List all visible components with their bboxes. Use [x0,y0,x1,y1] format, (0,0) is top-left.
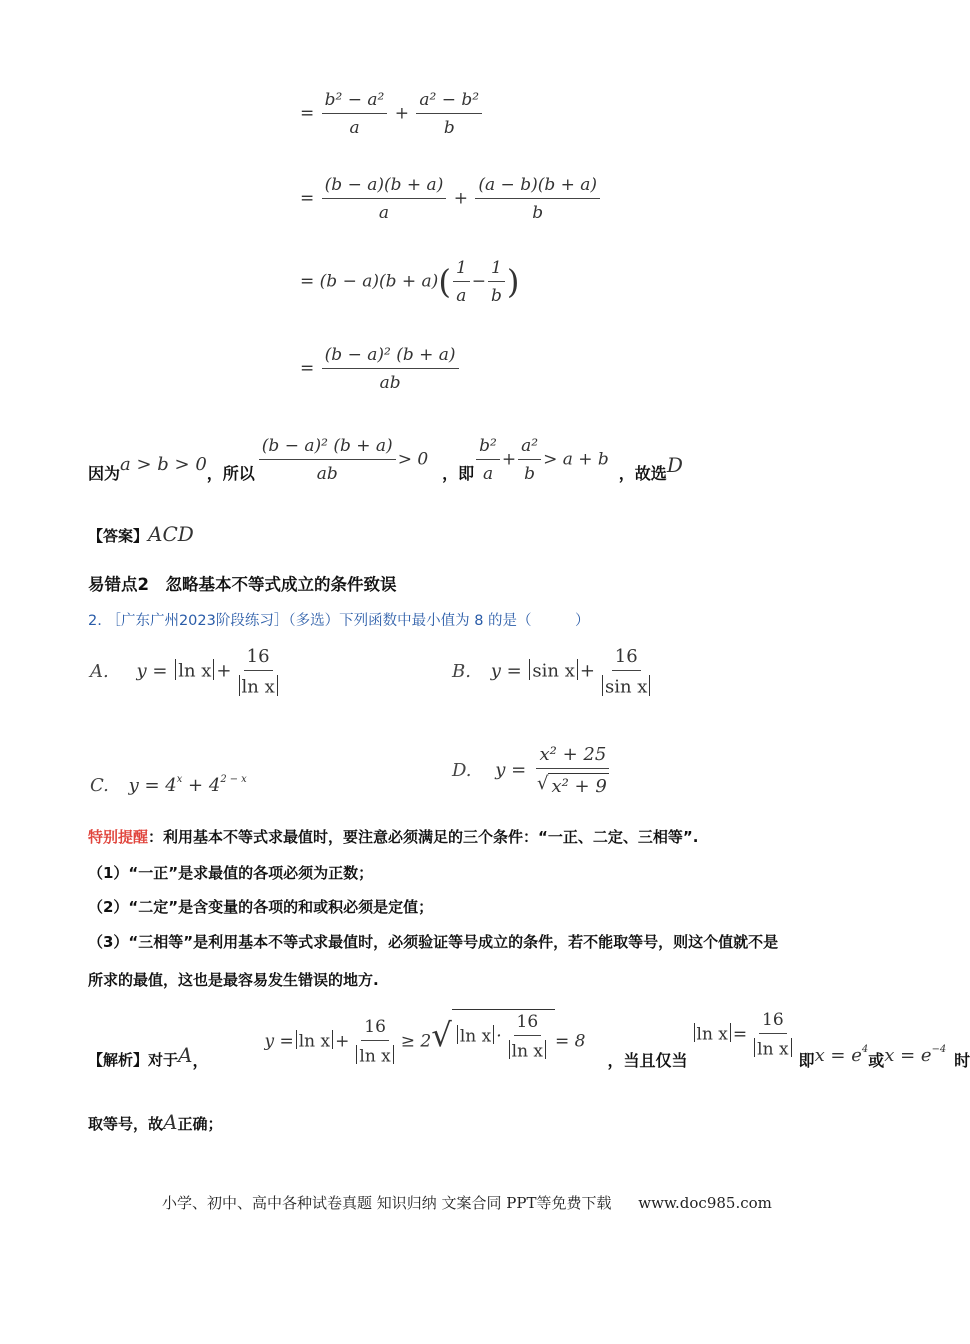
option-letter: B. [452,660,471,682]
square-root-icon: √ x² + 9 [536,773,607,797]
reminder-item-2: （2）“二定”是含变量的各项的和或积必须是定值； [88,898,434,916]
question-text: 2. ［广东广州2023阶段练习］（多选）下列函数中最小值为 8 的是（ ） [88,613,590,629]
option-d: D. y = x² + 25 √ x² + 9 [452,744,614,797]
inequality-expression: y = ln x + $\frac{16}{\text{ln x}}$ ≥ 2 √ ln x · $\frac{16}{\text{ln x}}$ = 8 [264,1009,585,1067]
minus-sign: − [471,271,487,292]
factored-expression: = (b − a)(b + a) [300,271,439,292]
reminder-item-3-cont: 所求的最值，这也是最容易发生错误的地方. [88,971,379,989]
footer-text: 小学、初中、高中各种试卷真题 知识归纳 文案合同 PPT等免费下载 [162,1194,612,1212]
plus-sign: + [394,103,410,124]
option-c: C. $y = 4^x + 4^{2 - x}$ [90,774,247,796]
fraction: $\frac{\text{b² − a²}}{a}$ [322,90,388,138]
option-b: B. y = sin x + $\frac{16}{\text{sin x}}$ [452,646,657,697]
reminder-item-3: （3）“三相等”是利用基本不等式求最值时，必须验证等号成立的条件，若不能取等号，则这个值就不是 [88,933,779,951]
reminder-item-1: （1）“一正”是求最值的各项必须为正数； [88,864,374,882]
fraction: $\frac{(a - b)(b + a)}{b}$ [475,175,600,223]
answer-label: 【答案】 [88,527,149,545]
analysis-label: 【解析】对于 [88,1051,179,1069]
reminder-heading: 特别提醒：利用基本不等式求最值时，要注意必须满足的三个条件：“一正、二定、三相等”. [88,828,699,846]
plus-sign: + [453,188,468,209]
option-letter: A. [90,660,109,682]
equals-sign: = [300,103,315,124]
equals-sign: = [300,358,315,379]
step-4 [300,345,461,393]
step-2 [300,175,602,223]
equality-condition: ln x = $\frac{16}{\text{ln x}}$ [692,1010,799,1060]
step-3: = (b − a)(b + a)( $\frac{1}{a}$ − $\frac{1}{b}$ ) [300,258,520,306]
option-letter: D. [452,759,472,781]
footer [162,1192,772,1213]
option-letter: C. [90,775,109,796]
choice-letter: D [666,453,683,477]
step-1 [300,90,484,138]
fraction: $\frac{\text{a² − b²}}{b}$ [416,90,482,138]
answer-line [88,522,194,546]
footer-link[interactable]: www.doc985.com [638,1194,772,1212]
answer-value: ACD [148,522,194,546]
reminder-label: 特别提醒 [88,828,149,846]
analysis-line: 【解析】对于 A ， y = ln x + $\frac{16}{\text{ln x}}$ ≥ 2 √ ln x · $\frac{16}{\text{ln x}}$ = 8 ，当且仅当 ln x = $\frac{16}{\text{ln x}}$ 即 $x = e^4$ 或 $x = e^{-4}$ 时 [88,1009,970,1070]
conclusion-inequality: $\frac{\text{b²}}{a}$ + $\frac{\text{a²}}{b}$ > a + b [474,436,609,484]
equals-sign: = [300,188,315,209]
conclusion-fraction: $\frac{\text{(b − a)² (b + a)}}{ab}$ > 0 [257,436,428,484]
section-title: 易错点2 忽略基本不等式成立的条件致误 [88,575,397,594]
fraction: $\frac{(b - a)(b + a)}{a}$ [322,175,447,223]
fraction: $\frac{\text{(b − a)² (b + a)}}{ab}$ [322,345,459,393]
conclusion-line: 因为 a > b > 0 ，所以 $\frac{\text{(b − a)² (b + a)}}{ab}$ > 0 ，即 $\frac{\text{b²}}{a}$ + $\frac{\text{a²}}{b}$ > a + b ，故选 D [88,436,683,484]
option-a: A. y = ln x + $\frac{16}{\text{ln x}}$ [90,646,285,697]
fraction: $\frac{1}{b}$ [488,258,505,306]
analysis-line-2: 取等号，故A正确； [88,1110,223,1134]
square-root-icon: √ ln x · $\frac{16}{\text{ln x}}$ [431,1009,555,1062]
fraction: $\frac{1}{a}$ [453,258,470,306]
